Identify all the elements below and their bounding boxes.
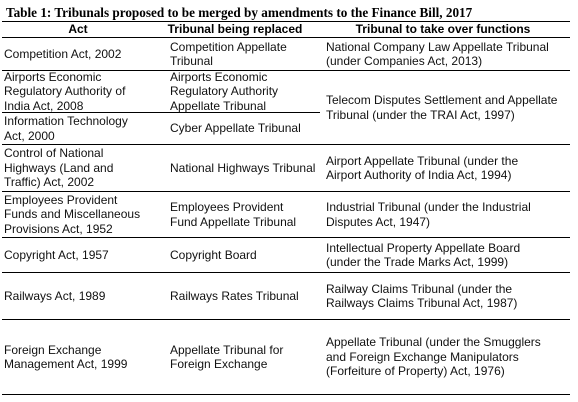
takeover-cell: Airport Appellate Tribunal (under the Airport Authority of India Act, 1994) [326,153,519,182]
act-cell: Employees Provident Funds and Miscellaneous Provisions Act, 1952 [4,192,141,236]
takeover-cell: Industrial Tribunal (under the Industrial Disputes Act, 1947) [326,200,531,229]
header-takeover: Tribunal to take over functions [355,22,531,36]
act-cell: Control of National Highways (Land and Traffic) Act, 2002 [4,146,114,190]
replaced-cell: Appellate Tribunal for Foreign Exchange [170,342,284,371]
table-row-merged [2,71,570,145]
takeover-cell: Appellate Tribunal (under the Smugglers and Foreign Exchange Manipulators (Forfeiture of Property) Act, 1976) [326,335,541,379]
header-act: Act [68,22,88,36]
table-row [2,38,570,71]
takeover-cell: Railway Claims Tribunal (under the Railways Claims Tribunal Act, 1987) [326,281,518,310]
replaced-cell: Copyright Board [170,247,257,262]
replaced-cell: Railways Rates Tribunal [170,288,299,303]
act-cell-group [2,71,154,144]
table-caption: Table 1: Tribunals proposed to be merged by amendments to the Finance Bill, 2017 [6,5,473,20]
table-row [2,320,570,394]
header-replaced: Tribunal being replaced [167,22,303,36]
table-header [2,22,570,38]
table-row [2,238,570,273]
replaced-cell-group [154,71,316,144]
table-row [2,192,570,238]
takeover-cell: Telecom Disputes Settlement and Appellate Tribunal (under the TRAI Act, 1997) [326,93,558,122]
replaced-cell: Airports Economic Regulatory Authority Appellate Tribunal [154,71,320,113]
table-row [2,273,570,320]
act-cell: Copyright Act, 1957 [4,247,109,262]
act-cell: Railways Act, 1989 [4,288,106,303]
table-row [2,145,570,192]
act-cell: Competition Act, 2002 [4,46,122,61]
replaced-cell: National Highways Tribunal [170,160,316,175]
replaced-cell: Competition Appellate Tribunal [170,39,287,68]
act-cell: Foreign Exchange Management Act, 1999 [4,342,128,371]
replaced-cell: Employees Provident Fund Appellate Tribunal [170,200,297,229]
tribunals-table [2,21,570,395]
takeover-cell: National Company Law Appellate Tribunal (under Companies Act, 2013) [326,39,549,68]
replaced-cell: Cyber Appellate Tribunal [170,121,301,136]
takeover-cell: Intellectual Property Appellate Board (under the Trade Marks Act, 1999) [326,240,521,269]
act-cell: Airports Economic Regulatory Authority of India Act, 2008 [2,71,154,113]
act-cell: Information Technology Act, 2000 [4,114,128,143]
